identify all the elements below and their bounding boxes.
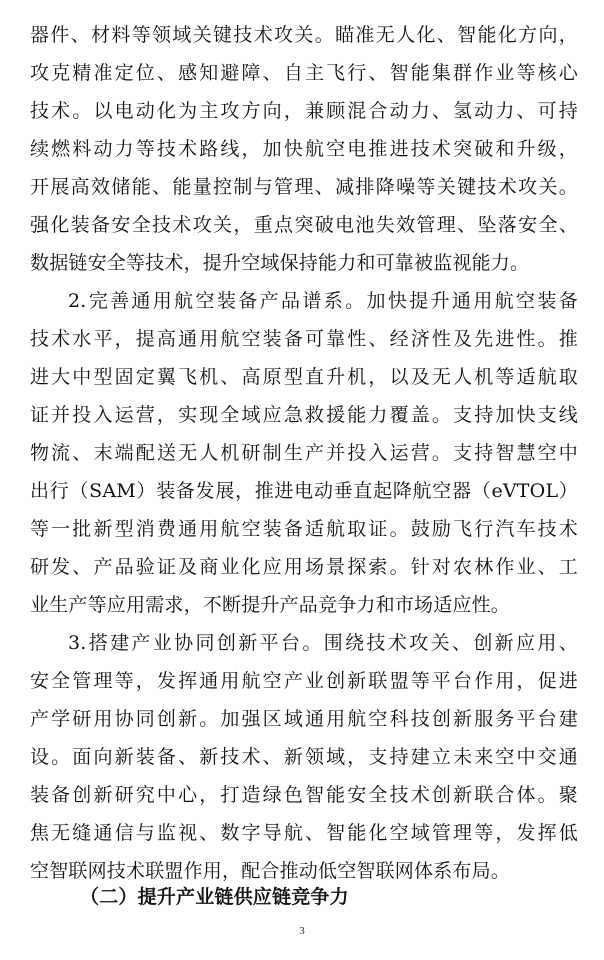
- text-line: 攻克精准定位、感知避障、自主飞行、智能集群作业等核心: [30, 62, 578, 84]
- text-line: 进大中型固定翼飞机、高原型直升机，以及无人机等适航取: [30, 366, 578, 388]
- text-line: 技术。以电动化为主攻方向，兼顾混合动力、氢动力、可持: [30, 100, 578, 122]
- text-line: 开展高效储能、能量控制与管理、减排降噪等关键技术攻关。: [30, 176, 578, 198]
- text-line: 安全管理等，发挥通用航空产业创新联盟等平台作用，促进: [30, 670, 578, 692]
- text-line: 数据链安全等技术，提升空域保持能力和可靠被监视能力。: [30, 252, 530, 274]
- text-line: 2.完善通用航空装备产品谱系。加快提升通用航空装备: [68, 290, 578, 312]
- text-line: 强化装备安全技术攻关，重点突破电池失效管理、坠落安全、: [30, 214, 578, 236]
- text-line: 装备创新研究中心，打造绿色智能安全技术创新联合体。聚: [30, 784, 578, 806]
- text-line: 业生产等应用需求，不断提升产品竞争力和市场适应性。: [30, 594, 511, 616]
- section-heading: （二）提升产业链供应链竞争力: [80, 886, 349, 908]
- text-line: 产学研用协同创新。加强区域通用航空科技创新服务平台建: [30, 708, 578, 730]
- text-line: 等一批新型消费通用航空装备适航取证。鼓励飞行汽车技术: [30, 518, 578, 540]
- text-line: 出行（SAM）装备发展，推进电动垂直起降航空器（eVTOL）: [30, 480, 578, 502]
- text-line: 研发、产品验证及商业化应用场景探索。针对农林作业、工: [30, 556, 578, 578]
- text-line: 续燃料动力等技术路线，加快航空电推进技术突破和升级，: [30, 138, 578, 160]
- text-line: 器件、材料等领域关键技术攻关。瞄准无人化、智能化方向，: [30, 24, 578, 46]
- text-line: 证并投入运营，实现全域应急救援能力覆盖。支持加快支线: [30, 404, 578, 426]
- text-line: 物流、末端配送无人机研制生产并投入运营。支持智慧空中: [30, 442, 578, 464]
- text-line: 设。面向新装备、新技术、新领域，支持建立未来空中交通: [30, 746, 578, 768]
- text-line: 技术水平，提高通用航空装备可靠性、经济性及先进性。推: [30, 328, 578, 350]
- text-line: 空智联网技术联盟作用，配合推动低空智联网体系布局。: [30, 860, 511, 882]
- text-line: 焦无缝通信与监视、数字导航、智能化空域管理等，发挥低: [30, 822, 578, 844]
- text-line: 3.搭建产业协同创新平台。围绕技术攻关、创新应用、: [68, 632, 578, 654]
- page-number: 3: [299, 925, 305, 937]
